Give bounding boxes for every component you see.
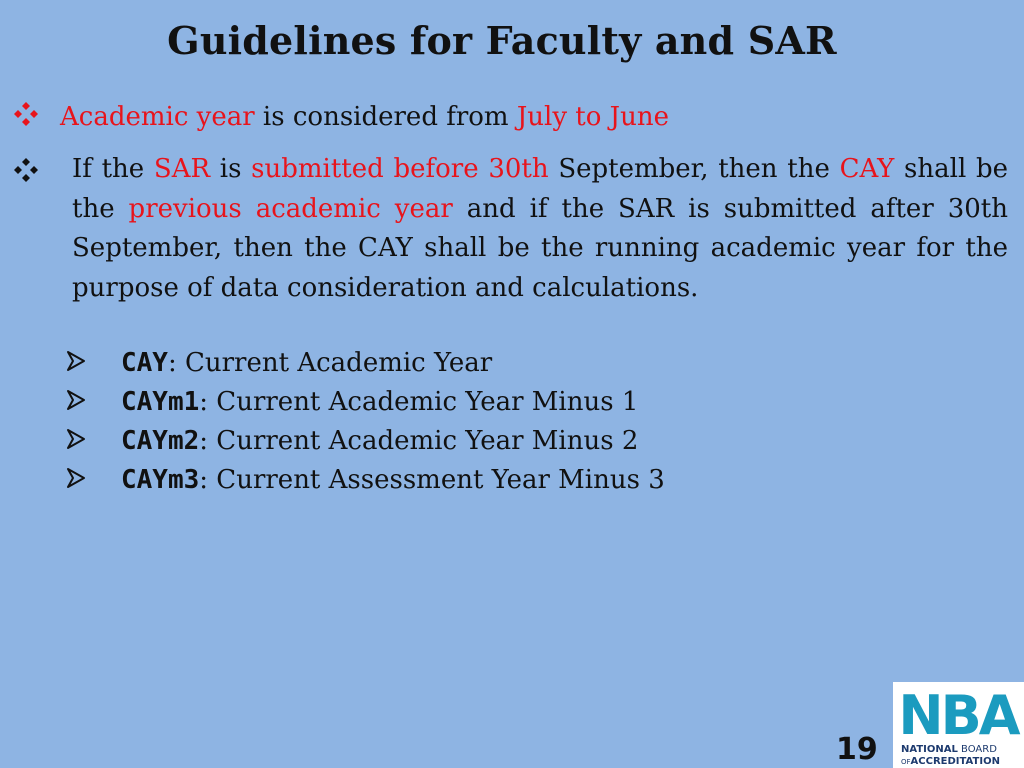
definition-item xyxy=(66,426,638,456)
arrow-bullet-icon xyxy=(66,389,86,411)
text-segment: If the xyxy=(72,154,154,184)
slide-title: Guidelines for Faculty and SAR xyxy=(167,18,837,63)
academic-year-text: is considered from xyxy=(254,102,517,132)
definition-desc: : Current Academic Year Minus 1 xyxy=(199,387,639,417)
nba-logo xyxy=(893,682,1024,768)
page-number: 19 xyxy=(836,732,878,767)
definition-desc: : Current Academic Year xyxy=(167,348,493,378)
definition-desc: : Current Academic Year Minus 2 xyxy=(199,426,639,456)
definition-term: CAY xyxy=(121,348,168,378)
definition-term: CAYm1 xyxy=(121,387,200,417)
bullet-sar-submission xyxy=(12,150,1008,308)
diamond-bullet-icon xyxy=(12,100,40,128)
definition-item xyxy=(66,465,665,495)
cay-term: CAY xyxy=(839,154,895,184)
definition-item xyxy=(66,348,492,378)
logo-line1: NATIONAL BOARD xyxy=(901,744,997,755)
arrow-bullet-icon xyxy=(66,350,86,372)
logo-line2: OFACCREDITATION xyxy=(901,756,1000,767)
arrow-bullet-icon xyxy=(66,467,86,489)
submitted-before-term: submitted before 30th xyxy=(251,154,549,184)
arrow-bullet-icon xyxy=(66,428,86,450)
text-segment: and if the SAR is submitted after 30th September, then the CAY shall be the running academic year for the purpose of data consideration and calculations. xyxy=(72,193,1008,303)
academic-year-term: Academic year xyxy=(60,102,255,132)
definition-desc: : Current Assessment Year Minus 3 xyxy=(199,465,665,495)
text-segment: September, then the xyxy=(548,154,840,184)
nba-logo-graphic xyxy=(893,682,1024,768)
sar-term: SAR xyxy=(153,154,211,184)
july-to-june-term: July to June xyxy=(516,102,669,132)
sar-submission-text xyxy=(72,150,1008,308)
definition-term: CAYm3 xyxy=(121,465,200,495)
definition-term: CAYm2 xyxy=(121,426,200,456)
diamond-bullet-icon xyxy=(12,156,40,184)
logo-mark: NBA xyxy=(898,684,1018,747)
text-segment: is xyxy=(210,154,252,184)
bullet-academic-year xyxy=(12,100,669,132)
text-segment: shall be the xyxy=(72,154,1009,224)
definition-item xyxy=(66,387,638,417)
previous-academic-year-term: previous academic year xyxy=(128,193,453,224)
